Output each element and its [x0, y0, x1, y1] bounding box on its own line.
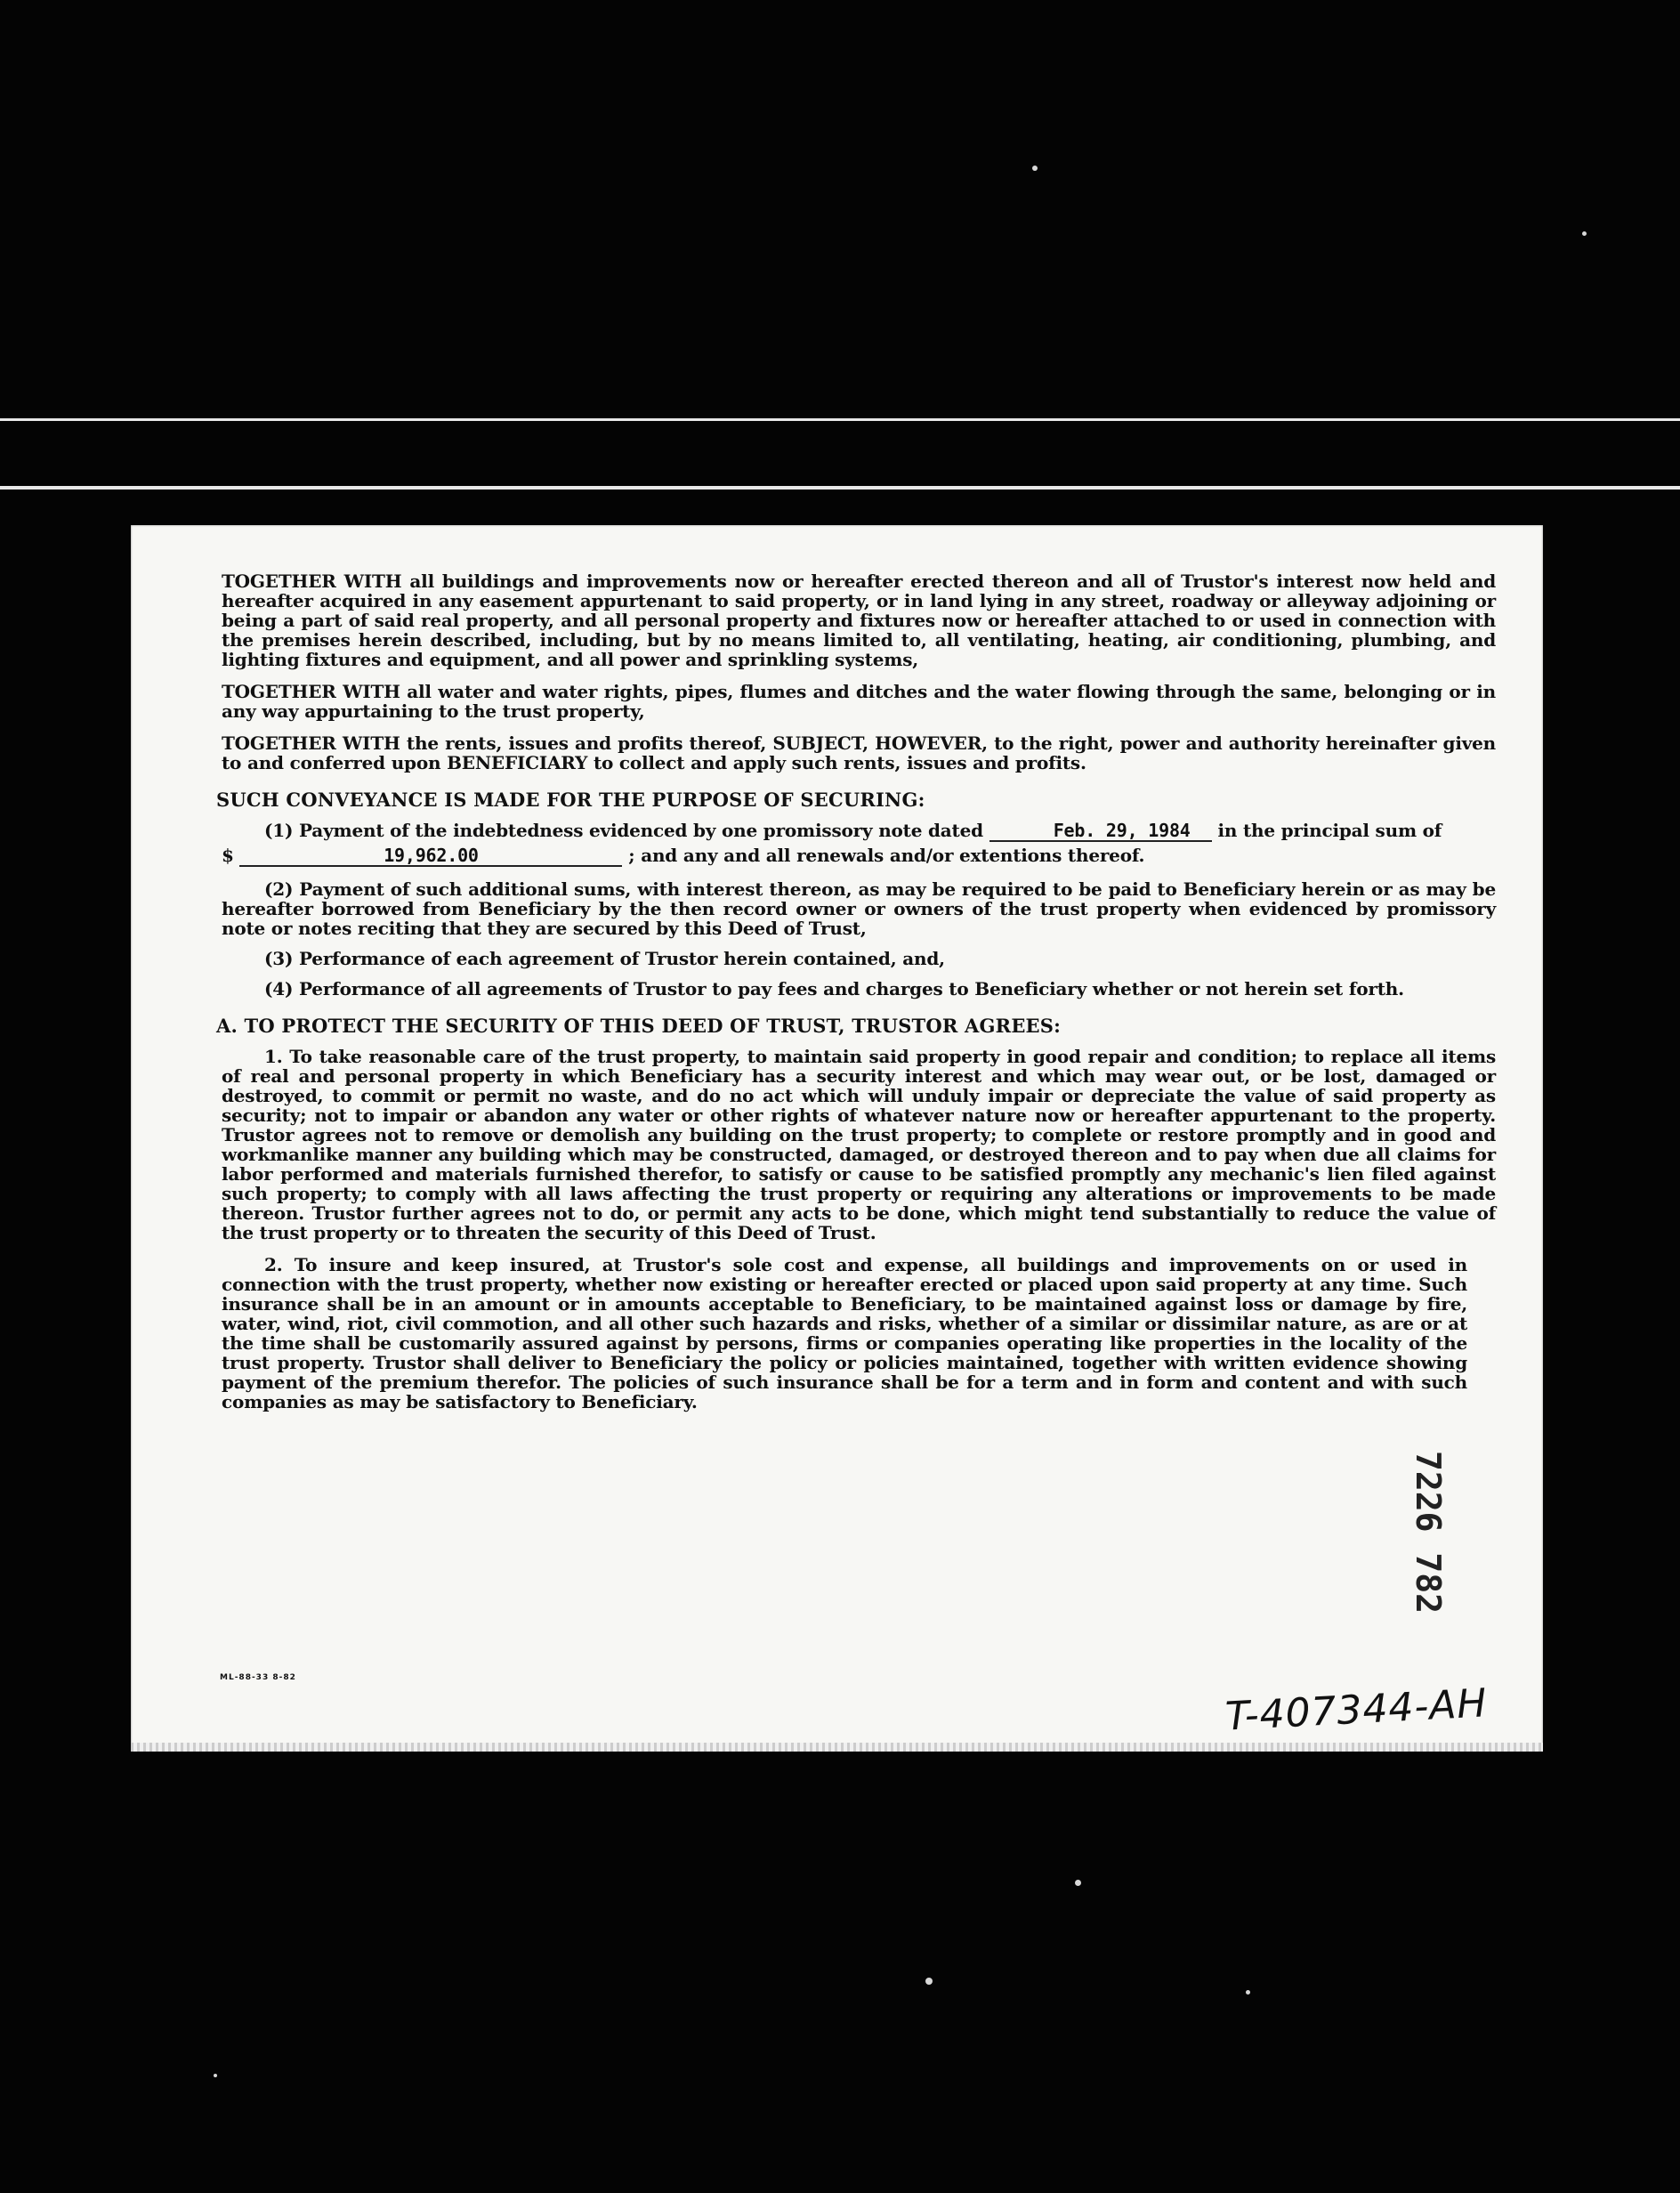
conveyance-item-1-amount — [222, 846, 1496, 867]
item1-principal-text: in the principal sum of — [1217, 820, 1442, 841]
item1-text: (1) Payment of the indebtedness evidenced by one promissory note dated — [264, 820, 983, 841]
together-with-water-rights: TOGETHER WITH all water and water rights, pipes, flumes and ditches and the water flowing through the same, belonging or in any way appurtaining to the trust property, — [222, 681, 1496, 722]
section-a-clause-1: 1. To take reasonable care of the trust property, to maintain said property in good repair and condition; to replace all items of real and personal property in which Beneficiary has a security interest and which may wear out, or be lost, damaged or destroyed, to commit or permit no waste, and do no act which will unduly impair or depreciate the value of said property as security; not to impair or abandon any water or other rights of whatever nature now or hereafter appurtenant to the property. Trustor agrees not to remove or demolish any building on the trust property; to complete or restore promptly and in good and workmanlike manner any building which may be constructed, damaged, or destroyed thereon and to pay when due all claims for labor performed and materials furnished therefor, to satisfy or cause to be satisfied promptly any mechanic's lien filed against such property; to comply with all laws affecting the trust property or requiring any alterations or improvements to be made thereon. Trustor further agrees not to do, or permit any acts to be done, which might tend substantially to reduce the value of the trust property or to threaten the security of this Deed of Trust. — [222, 1046, 1496, 1243]
section-a-clause-2: 2. To insure and keep insured, at Trustor's sole cost and expense, all buildings and improvements on or used in connection with the trust property, whether now existing or hereafter erected or placed upon said property at any time. Such insurance shall be in an amount or in amounts acceptable to Beneficiary, to be maintained against loss or damage by fire, water, wind, riot, civil commotion, and all other such hazards and risks, whether of a similar or dissimilar nature, as are or at the time shall be customarily assured against by persons, firms or companies operating like properties in the locality of the trust property. Trustor shall deliver to Beneficiary the policy or policies maintained, together with written evidence showing payment of the premium therefor. The policies of such insurance shall be for a term and in form and content and with such companies as may be satisfactory to Beneficiary. — [222, 1254, 1467, 1412]
scan-line-top — [0, 418, 1680, 421]
dust-speck — [925, 1978, 933, 1985]
note-date-field: Feb. 29, 1984 — [989, 821, 1212, 842]
dust-speck — [214, 2074, 217, 2077]
conveyance-item-4: (4) Performance of all agreements of Trustor to pay fees and charges to Beneficiary whether or not herein set forth. — [264, 978, 1404, 999]
together-with-buildings: TOGETHER WITH all buildings and improvements now or hereafter erected thereon and all of Trustor's interest now held and hereafter acquired in any easement appurtenant to said property, or in land lying in any street, roadway or alleyway adjoining or being a part of said real property, and all personal property and fixtures now or hereafter attached to or used in connection with the premises herein described, including, but by no means limited to, all ventilating, heating, air conditioning, plumbing, and lighting fixtures and equipment, and all power and sprinkling systems, — [222, 571, 1496, 670]
deed-of-trust-page — [131, 525, 1543, 1752]
item1-tail-text: ; and any and all renewals and/or extentions thereof. — [628, 845, 1145, 866]
dust-speck — [1032, 166, 1038, 171]
dust-speck — [1246, 1990, 1250, 1995]
scan-line-middle — [0, 486, 1680, 490]
section-a-heading: A. TO PROTECT THE SECURITY OF THIS DEED OF TRUST, TRUSTOR AGREES: — [216, 1015, 1062, 1037]
dust-speck — [1582, 231, 1587, 236]
page-edge — [131, 1743, 1543, 1752]
conveyance-heading: SUCH CONVEYANCE IS MADE FOR THE PURPOSE OF SECURING: — [216, 789, 925, 811]
conveyance-item-1 — [222, 821, 1496, 842]
conveyance-item-3: (3) Performance of each agreement of Trustor herein contained, and, — [264, 948, 945, 969]
together-with-rents: TOGETHER WITH the rents, issues and profits thereof, SUBJECT, HOWEVER, to the right, power and authority hereinafter given to and conferred upon BENEFICIARY to collect and apply such rents, issues and profits. — [222, 732, 1496, 773]
form-code: ML-88-33 8-82 — [220, 1673, 296, 1682]
principal-amount-field: 19,962.00 — [239, 846, 622, 867]
handwritten-reference: T-407344-AH — [1224, 1680, 1489, 1740]
dust-speck — [1075, 1880, 1081, 1886]
conveyance-item-2: (2) Payment of such additional sums, with interest thereon, as may be required to be paid to Beneficiary herein or as may be hereafter borrowed from Beneficiary by the then record owner or owners of the trust property when evidenced by promissory note or notes reciting that they are secured by this Deed of Trust, — [222, 878, 1496, 939]
document-body — [216, 571, 1496, 1424]
currency-sign: $ — [222, 845, 234, 866]
recording-stamp: 7226 782 — [1409, 1451, 1448, 1614]
